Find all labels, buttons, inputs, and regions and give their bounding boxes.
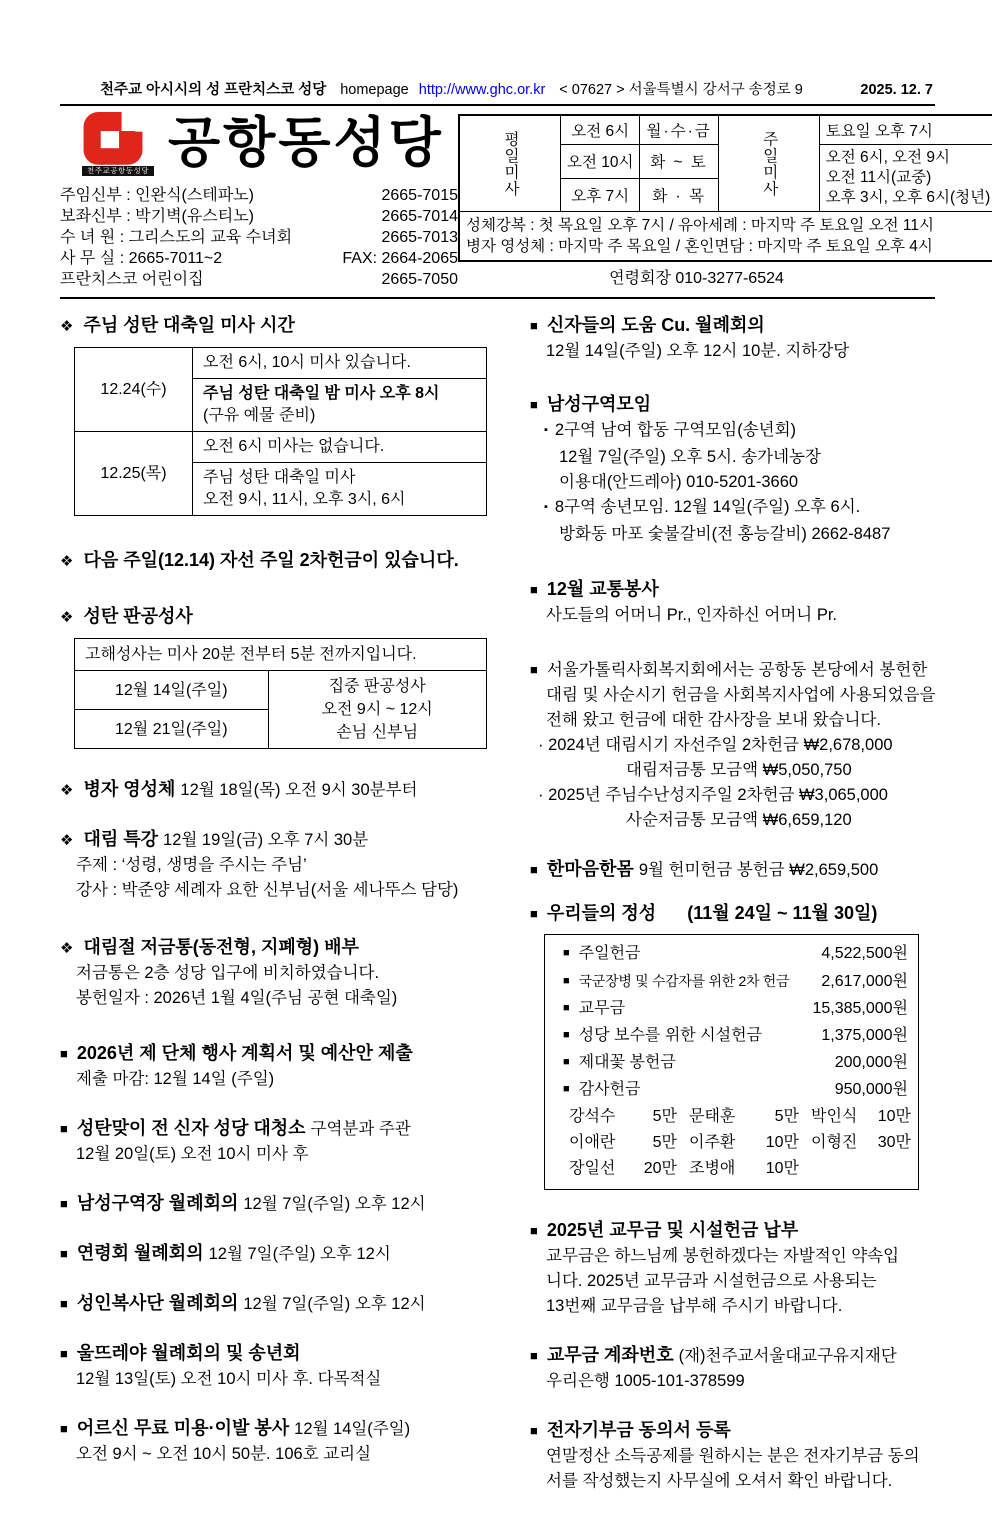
section-advent-lecture: [60, 827, 490, 903]
confession-table: [74, 638, 487, 749]
mass-info-cell: [193, 463, 487, 516]
section-adult-server-meeting: [60, 1291, 490, 1317]
section-heading: [530, 1343, 935, 1369]
donor-amount: 5만: [652, 1108, 677, 1125]
contact-row: [60, 207, 458, 228]
contact-fax: FAX: 2664-2065: [342, 250, 458, 267]
body-line: 오전 9시 ~ 오전 10시 50분. 106호 교리실: [76, 1445, 372, 1463]
body-line: 강사 : 박준양 세례자 요한 신부님(서울 세나뚜스 담당): [76, 881, 459, 899]
body-line: 저금통은 2층 성당 입구에 비치하였습니다.: [76, 964, 380, 982]
section-advent-moneybox: [60, 935, 490, 1011]
section-heading: [530, 313, 935, 339]
section-title-text: 울뜨레야 월례회의 및 송년회: [76, 1343, 301, 1363]
section-detail: 12월 18일(목) 오전 9시 30분부터: [180, 781, 418, 799]
section-title-text: 주님 성탄 대축일 미사 시간: [83, 315, 295, 335]
section-heading: [60, 604, 490, 630]
christmas-mass-table: [74, 347, 487, 516]
mass-info-cell: [193, 379, 487, 432]
section-title-text: 전자기부금 동의서 등록: [546, 1420, 731, 1440]
body-line: 연말정산 소득공제를 원하시는 분은 전자기부금 동의: [546, 1447, 920, 1465]
district-item-title: 2구역 남여 합동 구역모임(송년회): [554, 421, 797, 439]
church-logo-icon: [82, 112, 144, 166]
sunday-time-line: 오전 11시(교중): [825, 169, 932, 186]
section-title-text: 다음 주일(12.14) 자선 주일 2차헌금이 있습니다.: [83, 550, 459, 570]
square-bullet-icon: ■: [530, 662, 538, 677]
homepage-url-link[interactable]: http://www.ghc.or.kr: [418, 82, 546, 98]
confession-detail: [268, 671, 486, 749]
donor-grid: [555, 1104, 911, 1182]
section-detail: 12월 19일(금) 오후 7시 30분: [163, 831, 369, 849]
mass-line: 오전 9시, 11시, 오후 3시, 6시: [203, 491, 406, 508]
square-bullet-icon: ■: [530, 1223, 538, 1238]
square-bullet-icon: ■: [530, 318, 538, 333]
section-heading: [530, 1418, 935, 1444]
section-2025-dues: [530, 1218, 935, 1319]
section-heading: [60, 1341, 490, 1367]
donor-name: 조병애: [689, 1160, 736, 1177]
offering-amount: 1,375,000원: [821, 1027, 908, 1044]
square-bullet-icon: ■: [60, 1046, 68, 1061]
section-2026-plans: [60, 1041, 490, 1092]
diamond-bullet-icon: ❖: [60, 609, 74, 626]
masthead-left: [60, 112, 458, 291]
offerings-box: [544, 934, 919, 1190]
section-title-text: 성탄맞이 전 신자 성당 대청소: [76, 1118, 306, 1138]
sunday-time-line: 오전 6시, 오전 9시: [825, 149, 951, 166]
square-bullet-icon: ■: [530, 1423, 538, 1438]
section-sick-communion: [60, 777, 490, 803]
body-line: 12월 7일(주일) 오후 5시. 송가네농장: [559, 448, 821, 466]
section-title-text: 2026년 제 단체 행사 계획서 및 예산안 제출: [76, 1043, 413, 1063]
sunday-mass-label: 주일미사: [718, 115, 819, 212]
section-heading: [60, 935, 490, 961]
section-title-text: 12월 교통봉사: [546, 579, 659, 599]
district-item-head: [544, 418, 935, 445]
donation-amount-line: 대림저금통 모금액 ₩5,050,750: [626, 761, 852, 779]
section-confession: [60, 604, 490, 749]
donor-name: 강석수: [569, 1108, 616, 1125]
body-line: 주제 : ‘성령, 생명을 주시는 주님’: [76, 856, 307, 874]
section-detail: 12월 14일(주일): [294, 1420, 411, 1438]
small-square-bullet-icon: ■: [563, 1002, 570, 1014]
mass-days: 화 · 목: [640, 178, 718, 212]
body-line: 사도들의 어머니 Pr., 인자하신 어머니 Pr.: [546, 606, 837, 624]
diamond-bullet-icon: ❖: [60, 553, 74, 570]
diamond-bullet-icon: ❖: [60, 782, 74, 799]
section-curia-meeting: [530, 313, 935, 364]
mass-schedule-table: [458, 114, 992, 262]
section-heading: [60, 1241, 490, 1267]
section-heading: [60, 1191, 490, 1217]
elder-society-contact: 연령회장 010-3277-6524: [609, 270, 784, 287]
offering-label: 국군장병 및 수감자를 위한 2차 헌금: [578, 973, 790, 989]
small-square-bullet-icon: ■: [563, 1056, 570, 1068]
section-heading: [530, 901, 935, 927]
section-title-text: 연령회 월례회의: [76, 1243, 204, 1263]
mass-days: 화 ~ 토: [640, 145, 718, 179]
small-square-bullet-icon: ■: [563, 1083, 570, 1095]
contact-phone: 2665-7050: [381, 271, 458, 288]
section-heading: [530, 1218, 935, 1244]
section-mens-district-gathering: [530, 392, 935, 547]
confession-header: 고해성사는 미사 20분 전부터 5분 전까지입니다.: [75, 639, 487, 671]
section-heading: [60, 313, 490, 339]
contact-row: [60, 270, 458, 291]
square-bullet-icon: ■: [60, 1421, 68, 1436]
confession-date: 12월 14일(주일): [75, 671, 269, 710]
section-title-text: 교무금 계좌번호: [546, 1345, 674, 1365]
note-line: 병자 영성체 : 마지막 주 목요일 / 혼인면담 : 마지막 주 토요일 오후 4시: [466, 238, 933, 255]
contact-label: 보좌신부 : 박기벽(유스티노): [60, 208, 255, 225]
body-line: 봉헌일자 : 2026년 1월 4일(주님 공현 대축일): [76, 989, 398, 1007]
brand-row: [60, 112, 458, 176]
section-detail: 9월 헌미헌금 봉헌금 ₩2,659,500: [638, 861, 879, 879]
body-line: 제출 마감: 12월 14일 (주일): [76, 1070, 275, 1088]
offering-period: (11월 24일 ~ 11월 30일): [687, 903, 878, 923]
section-heading: [60, 1416, 490, 1442]
contact-label: 주임신부 : 인완식(스테파노): [60, 187, 255, 204]
diamond-bullet-icon: ❖: [60, 940, 74, 957]
contact-phone: 2665-7013: [381, 229, 458, 246]
contact-row: [60, 186, 458, 207]
section-title-text: 성인복사단 월례회의: [76, 1293, 239, 1313]
section-detail: 구역분과 주관: [310, 1120, 411, 1138]
section-title-text: 2025년 교무금 및 시설헌금 납부: [546, 1220, 799, 1240]
paragraph-line: 전해 왔고 헌금에 대한 감사장을 보내 왔습니다.: [546, 711, 881, 729]
donor-amount: 5만: [652, 1134, 677, 1151]
small-square-bullet-icon: ■: [563, 947, 570, 959]
body-line: 방화동 마포 숯불갈비(전 홍능갈비) 2662-8487: [559, 525, 891, 543]
contact-phone: 2665-7014: [381, 208, 458, 225]
donor-amount: 5만: [774, 1108, 799, 1125]
night-mass-bold: 주님 성탄 대축일 밤 미사 오후 8시: [203, 385, 440, 402]
square-bullet-icon: ■: [60, 1246, 68, 1261]
diamond-bullet-icon: ❖: [60, 318, 74, 335]
bulletin-date: 2025. 12. 7: [860, 82, 933, 98]
masthead: [60, 106, 991, 291]
body-line: 13번째 교무금을 납부해 주시기 바랍니다.: [546, 1297, 843, 1315]
section-dues-account: [530, 1343, 935, 1394]
square-bullet-icon: ■: [530, 582, 538, 597]
section-mens-district-meeting: [60, 1191, 490, 1217]
offering-amount: 2,617,000원: [821, 973, 908, 990]
body-line: 12월 13일(토) 오전 10시 미사 후. 다목적실: [76, 1370, 382, 1388]
mass-days: 월·수·금: [640, 115, 718, 145]
contact-list: [60, 186, 458, 291]
square-bullet-icon: ■: [60, 1346, 68, 1361]
sunday-mass-times: [819, 145, 992, 212]
bank-account-line: 우리은행 1005-101-378599: [546, 1372, 745, 1390]
left-column: [60, 313, 490, 1518]
church-title: 공항동성당: [168, 113, 444, 173]
section-heading: [60, 1116, 490, 1142]
offering-row: [555, 1050, 908, 1077]
mass-time: 오전 6시: [561, 115, 640, 145]
small-square-bullet-icon: ▪: [544, 424, 548, 436]
section-second-collection: [60, 548, 490, 574]
offering-amount: 200,000원: [834, 1054, 908, 1071]
diamond-bullet-icon: ❖: [60, 832, 74, 849]
section-heading: [60, 1291, 490, 1317]
donor-amount: 20만: [643, 1160, 677, 1177]
section-heading: [530, 658, 935, 683]
donation-amount-line: · 2024년 대림시기 자선주일 2차헌금 ₩2,678,000: [538, 736, 893, 754]
homepage-label: homepage: [340, 82, 409, 98]
offering-amount: 15,385,000원: [812, 1000, 908, 1017]
mass-info-cell: 오전 6시 미사는 없습니다.: [193, 432, 487, 463]
body-line: 교무금은 하느님께 봉헌하겠다는 자발적인 약속입: [546, 1247, 900, 1265]
offering-row: [555, 968, 908, 996]
section-detail: (재)천주교서울대교구유지재단: [678, 1347, 897, 1365]
mass-schedule: [458, 112, 991, 291]
mass-time: 오전 10시: [561, 145, 640, 179]
confession-line: 집중 판공성사: [328, 678, 426, 695]
sunday-mass-row: 토요일 오후 7시: [819, 115, 992, 145]
content-columns: [60, 313, 935, 1518]
section-december-traffic-service: [530, 577, 935, 628]
note-line: 성체강복 : 첫 목요일 오후 7시 / 유아세례 : 마지막 주 토요일 오전 11시: [466, 217, 934, 234]
section-title-text: 성탄 판공성사: [83, 606, 193, 626]
mass-info-cell: 오전 6시, 10시 미사 있습니다.: [193, 348, 487, 379]
offering-row: [555, 996, 908, 1023]
section-title-text: 남성구역모임: [546, 394, 652, 414]
section-title-text: 우리들의 정성: [546, 903, 657, 923]
section-ultreya-meeting: [60, 1341, 490, 1392]
donor-name: 장일선: [569, 1160, 616, 1177]
district-item-lines: [544, 445, 935, 495]
section-elder-society-meeting: [60, 1241, 490, 1267]
section-detail: 12월 7일(주일) 오후 12시: [243, 1195, 426, 1213]
body-line: 이용대(안드레아) 010-5201-3660: [559, 473, 799, 491]
donor-name: 이형진: [811, 1134, 858, 1151]
sacrament-notes: [459, 212, 992, 262]
date-cell: 12.24(수): [75, 348, 193, 432]
offering-label: 교무금: [578, 1000, 626, 1017]
square-bullet-icon: ■: [60, 1296, 68, 1311]
section-edonation-consent: [530, 1418, 935, 1494]
church-logo: [82, 112, 154, 176]
mass-time: 오후 7시: [561, 178, 640, 212]
section-heading: [60, 827, 490, 853]
offering-row: [555, 1023, 908, 1050]
confession-line: 오전 9시 ~ 12시: [321, 701, 433, 718]
offering-amount: 950,000원: [834, 1081, 908, 1098]
square-bullet-icon: ■: [530, 397, 538, 412]
confession-date: 12월 21일(주일): [75, 710, 269, 749]
section-heading: [530, 577, 935, 603]
section-title-text: 병자 영성체: [83, 779, 176, 799]
logo-caption: 천주교공항동성당: [82, 166, 154, 176]
district-item-title: 8구역 송년모임. 12월 14일(주일) 오후 6시.: [554, 498, 861, 516]
contact-label: 사 무 실 : 2665-7011~2: [60, 250, 223, 267]
date-cell: 12.25(목): [75, 432, 193, 516]
section-heading: [530, 392, 935, 418]
section-title-text: 대림절 저금통(동전형, 지폐형) 배부: [83, 937, 359, 957]
donor-amount: 10만: [765, 1134, 799, 1151]
section-heading: [60, 1041, 490, 1067]
small-square-bullet-icon: ■: [563, 975, 570, 987]
square-bullet-icon: ■: [530, 862, 538, 877]
paragraph-line: 대림 및 사순시기 헌금을 사회복지사업에 사용되었음을: [546, 686, 936, 704]
district-item-lines: [544, 522, 935, 547]
donor-name: 이애란: [569, 1134, 616, 1151]
section-heading: [60, 548, 490, 574]
square-bullet-icon: ■: [530, 906, 538, 921]
contact-row: [60, 249, 458, 270]
donor-amount: 10만: [877, 1108, 911, 1125]
weekday-mass-label: 평일미사: [459, 115, 561, 212]
section-detail: 12월 7일(주일) 오후 12시: [208, 1245, 391, 1263]
small-square-bullet-icon: ▪: [544, 501, 548, 513]
offering-label: 제대꽃 봉헌금: [578, 1054, 676, 1071]
contact-label: 프란치스코 어린이집: [60, 271, 204, 288]
donation-amount-line: · 2025년 주님수난성지주일 2차헌금 ₩3,065,000: [538, 786, 888, 804]
section-weekly-offerings: [530, 901, 935, 1190]
offering-amount: 4,522,500원: [821, 945, 908, 962]
mass-line: 주님 성탄 대축일 미사: [203, 469, 356, 486]
confession-line: 손님 신부님: [336, 724, 419, 741]
contact-phone: 2665-7015: [381, 187, 458, 204]
square-bullet-icon: ■: [60, 1121, 68, 1136]
section-catholic-welfare-thanks: [530, 658, 935, 833]
body-line: 12월 20일(토) 오전 10시 미사 후: [76, 1145, 309, 1163]
square-bullet-icon: ■: [530, 1348, 538, 1363]
section-title-text: 한마음한몸: [546, 859, 634, 879]
body-line: 12월 14일(주일) 오후 12시 10분. 지하강당: [546, 342, 850, 360]
offering-label: 성당 보수를 위한 시설헌금: [578, 1027, 763, 1044]
crib-offering-note: (구유 예물 준비): [203, 407, 316, 424]
offering-label: 감사헌금: [578, 1081, 641, 1098]
offering-row: [555, 941, 908, 968]
church-full-name: 천주교 아시시의 성 프란치스코 성당: [100, 82, 327, 98]
donor-name: 문태훈: [689, 1108, 736, 1125]
district-item: [530, 418, 935, 547]
section-title-text: 신자들의 도움 Cu. 월례회의: [546, 315, 765, 335]
section-heading: [60, 777, 490, 803]
section-detail: 12월 7일(주일) 오후 12시: [243, 1295, 426, 1313]
section-church-cleaning: [60, 1116, 490, 1167]
square-bullet-icon: ■: [60, 1196, 68, 1211]
donor-name: 박인식: [811, 1108, 858, 1125]
paragraph-line: 서울가톨릭사회복지회에서는 공항동 본당에서 봉헌한: [546, 661, 928, 679]
offering-label: 주일헌금: [578, 945, 641, 962]
donor-amount: 10만: [765, 1160, 799, 1177]
right-column: [530, 313, 935, 1518]
section-onebody-offering: [530, 857, 935, 883]
section-title-text: 어르신 무료 미용·이발 봉사: [76, 1418, 290, 1438]
offering-row: [555, 1077, 908, 1104]
body-line: 서를 작성했는지 사무실에 오셔서 확인 바랍니다.: [546, 1472, 893, 1490]
contact-row: [60, 228, 458, 249]
section-title-text: 남성구역장 월례회의: [76, 1193, 239, 1213]
section-christmas-mass-times: [60, 313, 490, 516]
donation-amount-line: 사순저금통 모금액 ₩6,659,120: [626, 811, 852, 829]
section-heading: [530, 857, 935, 883]
small-square-bullet-icon: ■: [563, 1029, 570, 1041]
sunday-time-line: 오후 3시, 오후 6시(청년): [825, 189, 991, 206]
section-title-text: 대림 특강: [83, 829, 159, 849]
masthead-divider: [60, 297, 935, 299]
district-item-head: [544, 495, 935, 522]
section-senior-haircut-service: [60, 1416, 490, 1467]
postal-address: < 07627 > 서울특별시 강서구 송정로 9: [559, 82, 803, 98]
donor-amount: 30만: [877, 1134, 911, 1151]
top-header-line: [60, 78, 935, 104]
donor-name: 이주환: [689, 1134, 736, 1151]
body-line: 니다. 2025년 교무금과 시설헌금으로 사용되는: [546, 1272, 877, 1290]
contact-label: 수 녀 원 : 그리스도의 교육 수녀회: [60, 229, 293, 246]
